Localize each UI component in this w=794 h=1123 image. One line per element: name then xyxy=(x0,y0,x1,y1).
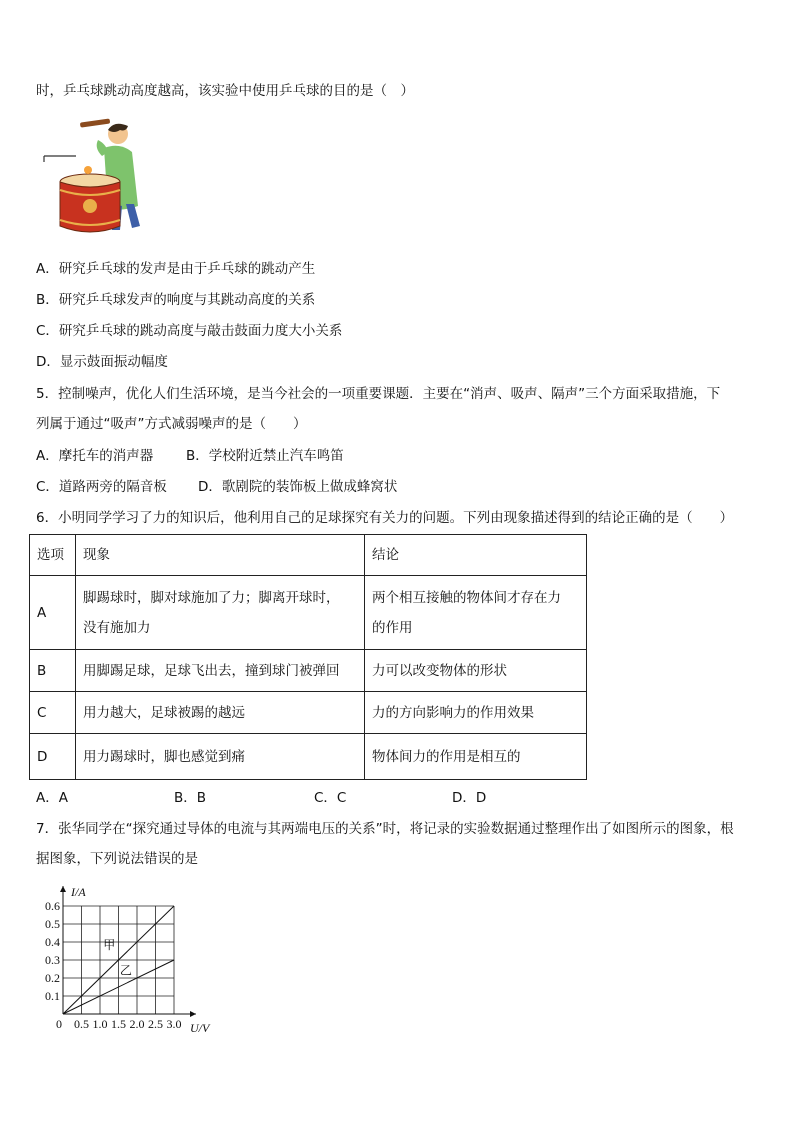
x-tick-label: 1.0 xyxy=(92,1017,108,1031)
origin-label: 0 xyxy=(56,1017,62,1031)
header-conclusion: 结论 xyxy=(365,535,587,576)
phenomenon-line1: 脚踢球时，脚对球施加了力；脚离开球时， xyxy=(83,589,340,606)
q7-stem-line2: 据图象，下列说法错误的是 xyxy=(36,851,198,867)
y-tick-label: 0.6 xyxy=(45,899,60,913)
table-row xyxy=(30,650,587,692)
q5-option-d: D．歌剧院的装饰板上做成蜂窝状 xyxy=(198,479,398,495)
q6-option-b: B．B xyxy=(174,790,207,806)
y-axis-label: I/A xyxy=(71,885,86,899)
row-phenomenon xyxy=(76,576,365,650)
y-tick-label: 0.3 xyxy=(45,953,60,967)
q6-option-c: C．C xyxy=(314,790,347,806)
y-axis-arrow xyxy=(60,886,66,892)
series-label: 乙 xyxy=(119,963,132,978)
x-tick-label: 2.5 xyxy=(148,1017,163,1031)
series-label: 甲 xyxy=(103,938,116,953)
q5-option-c: C．道路两旁的隔音板 xyxy=(36,479,167,495)
q7-stem-line1: 7．张华同学在“探究通过导体的电流与其两端电压的关系”时，将记录的实验数据通过整理作出了如图所示的图象，根 xyxy=(36,821,734,837)
x-axis-label: U/V xyxy=(190,1021,210,1035)
header-phenomenon: 现象 xyxy=(76,535,365,576)
row-option: C xyxy=(30,692,76,734)
x-tick-label: 2.0 xyxy=(129,1017,145,1031)
x-tick-label: 1.5 xyxy=(111,1017,126,1031)
q6-option-d: D．D xyxy=(452,790,487,806)
y-tick-label: 0.2 xyxy=(45,971,60,985)
table-row xyxy=(30,734,587,780)
q5-option-a: A．摩托车的消声器 xyxy=(36,448,154,464)
row-conclusion xyxy=(365,576,587,650)
q4-option-a: A．研究乒乓球的发声是由于乒乓球的跳动产生 xyxy=(36,261,316,277)
iu-graph xyxy=(36,880,236,1040)
table-header-row xyxy=(30,535,587,576)
row-option: A xyxy=(30,576,76,650)
table-row xyxy=(30,576,587,650)
q6-table xyxy=(29,534,587,780)
x-axis-arrow xyxy=(190,1011,196,1017)
q4-stem: 时，乒乓球跳动高度越高，该实验中使用乒乓球的目的是（ ） xyxy=(36,83,414,99)
phenomenon-line2: 没有施加力 xyxy=(83,619,151,636)
x-tick-label: 0.5 xyxy=(74,1017,89,1031)
row-phenomenon: 用力踢球时，脚也感觉到痛 xyxy=(76,734,365,780)
row-option: D xyxy=(30,734,76,780)
q4-option-d: D．显示鼓面振动幅度 xyxy=(36,354,168,370)
q6-option-a: A．A xyxy=(36,790,68,806)
row-conclusion: 物体间力的作用是相互的 xyxy=(365,734,587,780)
conclusion-line1: 两个相互接触的物体间才存在力 xyxy=(372,589,561,606)
conclusion-line2: 的作用 xyxy=(372,619,413,636)
q5-options-row2 xyxy=(36,478,397,496)
y-tick-label: 0.5 xyxy=(45,917,60,931)
x-tick-label: 3.0 xyxy=(166,1017,182,1031)
y-tick-label: 0.1 xyxy=(45,989,60,1003)
row-phenomenon: 用脚踢足球，足球飞出去，撞到球门被弹回 xyxy=(76,650,365,692)
q5-options-row1 xyxy=(36,447,344,465)
row-conclusion: 力的方向影响力的作用效果 xyxy=(365,692,587,734)
q6-stem: 6．小明同学学习了力的知识后，他利用自己的足球探究有关力的问题。下列由现象描述得到的结论正确的是（ ） xyxy=(36,510,734,526)
row-conclusion: 力可以改变物体的形状 xyxy=(365,650,587,692)
y-tick-label: 0.4 xyxy=(45,935,60,949)
q6-options xyxy=(36,789,486,807)
q4-option-b: B．研究乒乓球发声的响度与其跳动高度的关系 xyxy=(36,292,316,308)
header-option: 选项 xyxy=(30,535,76,576)
q4-option-c: C．研究乒乓球的跳动高度与敲击鼓面力度大小关系 xyxy=(36,323,343,339)
table-row xyxy=(30,692,587,734)
row-phenomenon: 用力越大，足球被踢的越远 xyxy=(76,692,365,734)
q5-stem-line1: 5．控制噪声，优化人们生活环境，是当今社会的一项重要课题．主要在“消声、吸声、隔声”三个方面采取措施，下 xyxy=(36,386,721,402)
q5-stem-line2: 列属于通过“吸声”方式减弱噪声的是（ ） xyxy=(36,416,307,432)
row-option: B xyxy=(30,650,76,692)
q5-option-b: B．学校附近禁止汽车鸣笛 xyxy=(186,448,344,464)
drum-illustration xyxy=(42,118,146,244)
